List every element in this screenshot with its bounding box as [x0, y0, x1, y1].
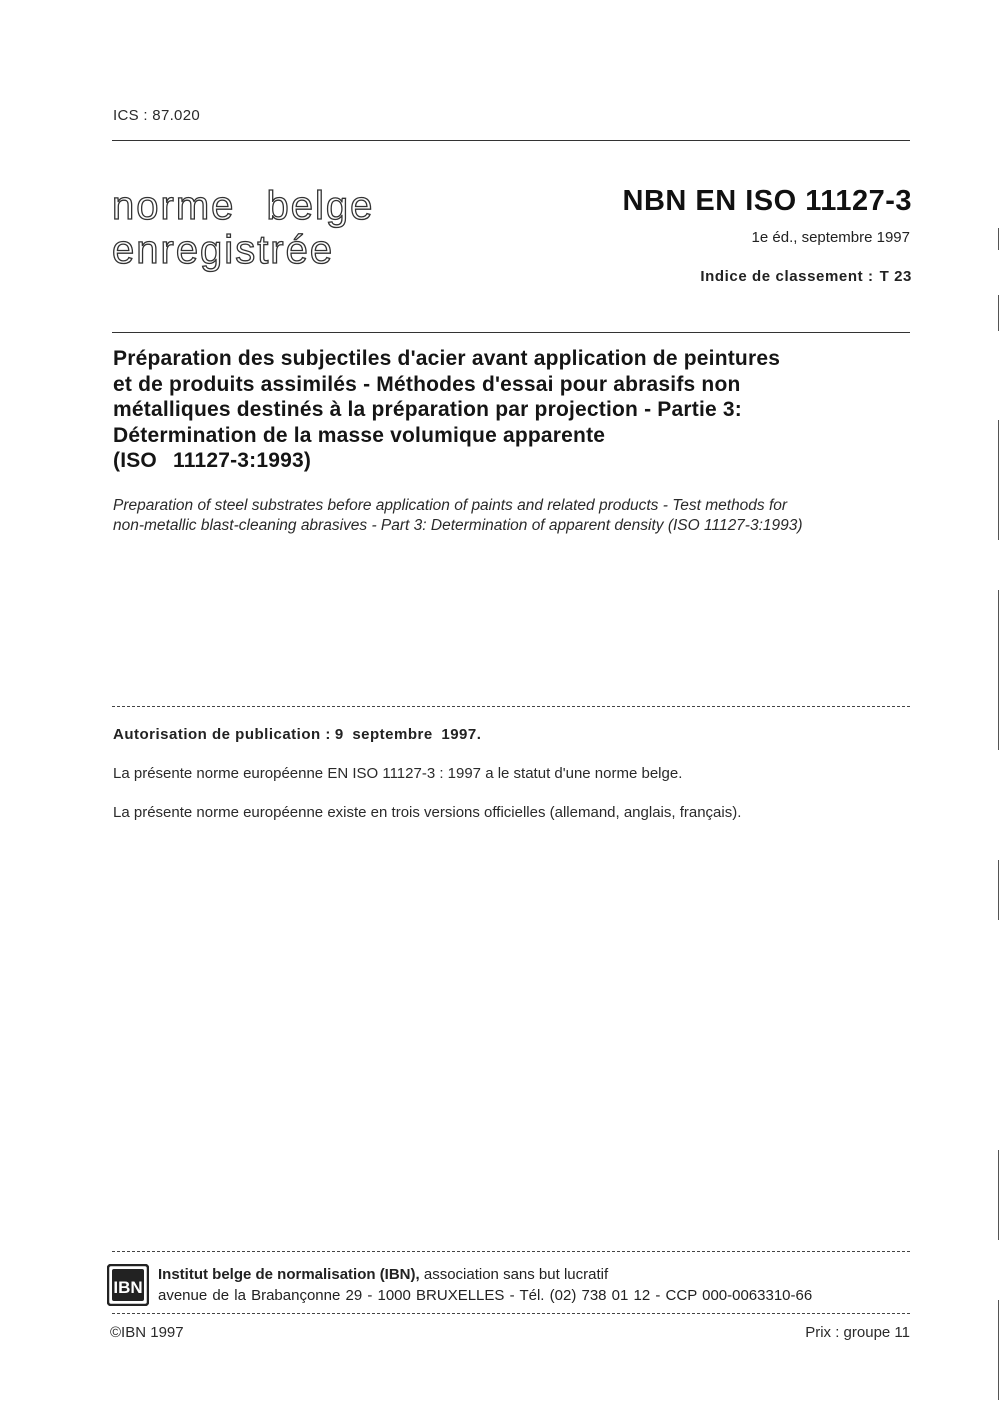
publication-rule [112, 706, 910, 707]
institute-description: association sans but lucratif [423, 1266, 609, 1283]
authorisation-label: Autorisation de publication : [113, 726, 331, 743]
copyright: ©IBN 1997 [110, 1324, 184, 1341]
publication-authorisation [113, 726, 481, 743]
french-title-line: Détermination de la masse volumique apparente [113, 423, 606, 447]
classification-label: Indice de classement : [700, 268, 874, 285]
price-group: Prix : groupe 11 [805, 1324, 910, 1341]
classification-index [700, 268, 912, 285]
document-id: NBN EN ISO 11127-3 [622, 185, 912, 217]
classification-value: T 23 [879, 268, 912, 285]
french-title-line: Préparation des subjectiles d'acier avant application de peintures [113, 347, 781, 370]
brand-line-1: norme belge [112, 184, 375, 228]
french-title [113, 346, 913, 474]
french-title-line: (ISO 11127-3:1993) [113, 449, 312, 472]
french-title-line: et de produits assimilés - Méthodes d'essai pour abrasifs non [113, 372, 741, 396]
ibn-logo-icon [107, 1264, 149, 1306]
institute-name [158, 1266, 608, 1283]
scan-edge-mark [998, 420, 999, 540]
header-rule [112, 140, 910, 141]
english-title-line: Preparation of steel substrates before application of paints and related products - Test methods for [113, 497, 788, 514]
status-paragraph: La présente norme européenne EN ISO 11127-3 : 1997 a le statut d'une norme belge. [113, 765, 683, 782]
versions-paragraph: La présente norme européenne existe en trois versions officielles (allemand, anglais, français). [113, 804, 742, 821]
edition-date: 1e éd., septembre 1997 [751, 229, 910, 246]
scan-edge-mark [998, 1300, 999, 1400]
scan-edge-mark [998, 228, 999, 250]
french-title-line: métalliques destinés à la préparation par projection - Partie 3: [113, 398, 742, 421]
footer-rule-top [112, 1251, 910, 1252]
scan-edge-mark [998, 860, 999, 920]
english-title [113, 496, 913, 536]
title-rule [112, 332, 910, 333]
footer-rule-bottom [112, 1313, 910, 1314]
scan-edge-mark [998, 1150, 999, 1240]
scan-edge-mark [998, 590, 999, 750]
english-title-line: non-metallic blast-cleaning abrasives - Part 3: Determination of apparent density (ISO 11127-3:1993) [113, 517, 803, 534]
institute-address: avenue de la Brabançonne 29 - 1000 BRUXELLES - Tél. (02) 738 01 12 - CCP 000-0063310-66 [158, 1287, 813, 1304]
authorisation-date: 9 septembre 1997. [334, 726, 482, 743]
ibn-logo-text: IBN [113, 1278, 143, 1297]
institute-title: Institut belge de normalisation (IBN), [158, 1266, 420, 1283]
brand-line-2: enregistrée [112, 228, 335, 272]
scan-edge-mark [998, 295, 999, 331]
ics-code: ICS : 87.020 [113, 107, 200, 124]
